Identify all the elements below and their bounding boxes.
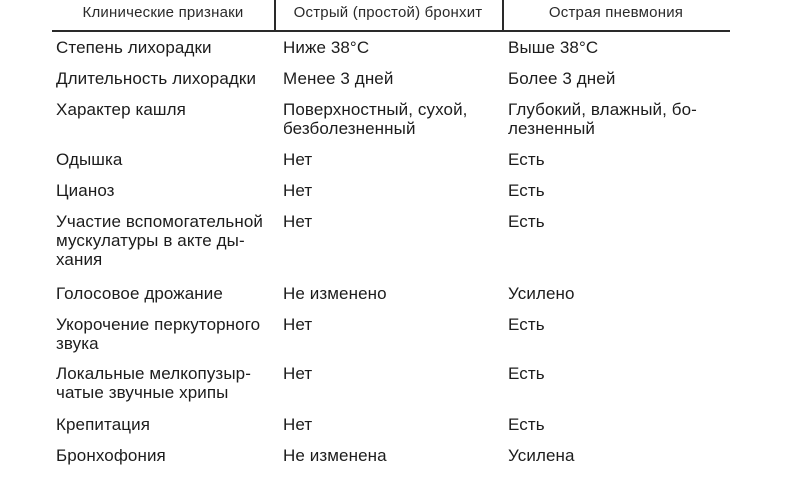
header-pneumonia: Острая пневмония: [548, 4, 684, 21]
pneumonia-cell: Есть: [508, 315, 545, 334]
criteria-cell: Голосовое дрожание: [56, 284, 223, 303]
criteria-cell: Одышка: [56, 150, 123, 169]
criteria-cell: Укорочение перкуторного звука: [56, 315, 261, 353]
criteria-cell: Крепитация: [56, 415, 151, 434]
criteria-cell: Характер кашля: [56, 100, 186, 119]
criteria-cell: Участие вспомогательной мускулатуры в акте ды- хания: [56, 212, 264, 269]
bronchitis-cell: Нет: [283, 212, 313, 231]
pneumonia-cell: Есть: [508, 212, 545, 231]
comparison-table: [52, 0, 730, 465]
bronchitis-cell: Поверхностный, сухой, безболезненный: [283, 100, 468, 138]
criteria-cell: Длительность лихорадки: [56, 69, 257, 88]
bronchitis-cell: Ниже 38°C: [283, 38, 370, 57]
table-header: [52, 0, 730, 32]
bronchitis-cell: Нет: [283, 415, 313, 434]
criteria-cell: Локальные мелкопузыр- чатые звучные хрипы: [56, 364, 251, 402]
bronchitis-cell: Менее 3 дней: [283, 69, 394, 88]
criteria-cell: Бронхофония: [56, 446, 166, 465]
bronchitis-cell: Нет: [283, 315, 313, 334]
header-bronchitis: Острый (простой) бронхит: [293, 4, 483, 21]
bronchitis-cell: Нет: [283, 150, 313, 169]
pneumonia-cell: Есть: [508, 150, 545, 169]
criteria-cell: Цианоз: [56, 181, 115, 200]
criteria-cell: Степень лихорадки: [56, 38, 212, 57]
bronchitis-cell: Нет: [283, 364, 313, 383]
pneumonia-cell: Есть: [508, 415, 545, 434]
pneumonia-cell: Усилено: [508, 284, 575, 303]
pneumonia-cell: Есть: [508, 364, 545, 383]
bronchitis-cell: Не изменено: [283, 284, 387, 303]
pneumonia-cell: Усилена: [508, 446, 575, 465]
pneumonia-cell: Есть: [508, 181, 545, 200]
bronchitis-cell: Нет: [283, 181, 313, 200]
pneumonia-cell: Выше 38°C: [508, 38, 599, 57]
header-criteria: Клинические признаки: [82, 4, 244, 21]
pneumonia-cell: Более 3 дней: [508, 69, 616, 88]
bronchitis-cell: Не изменена: [283, 446, 387, 465]
pneumonia-cell: Глубокий, влажный, бо- лезненный: [508, 100, 697, 138]
